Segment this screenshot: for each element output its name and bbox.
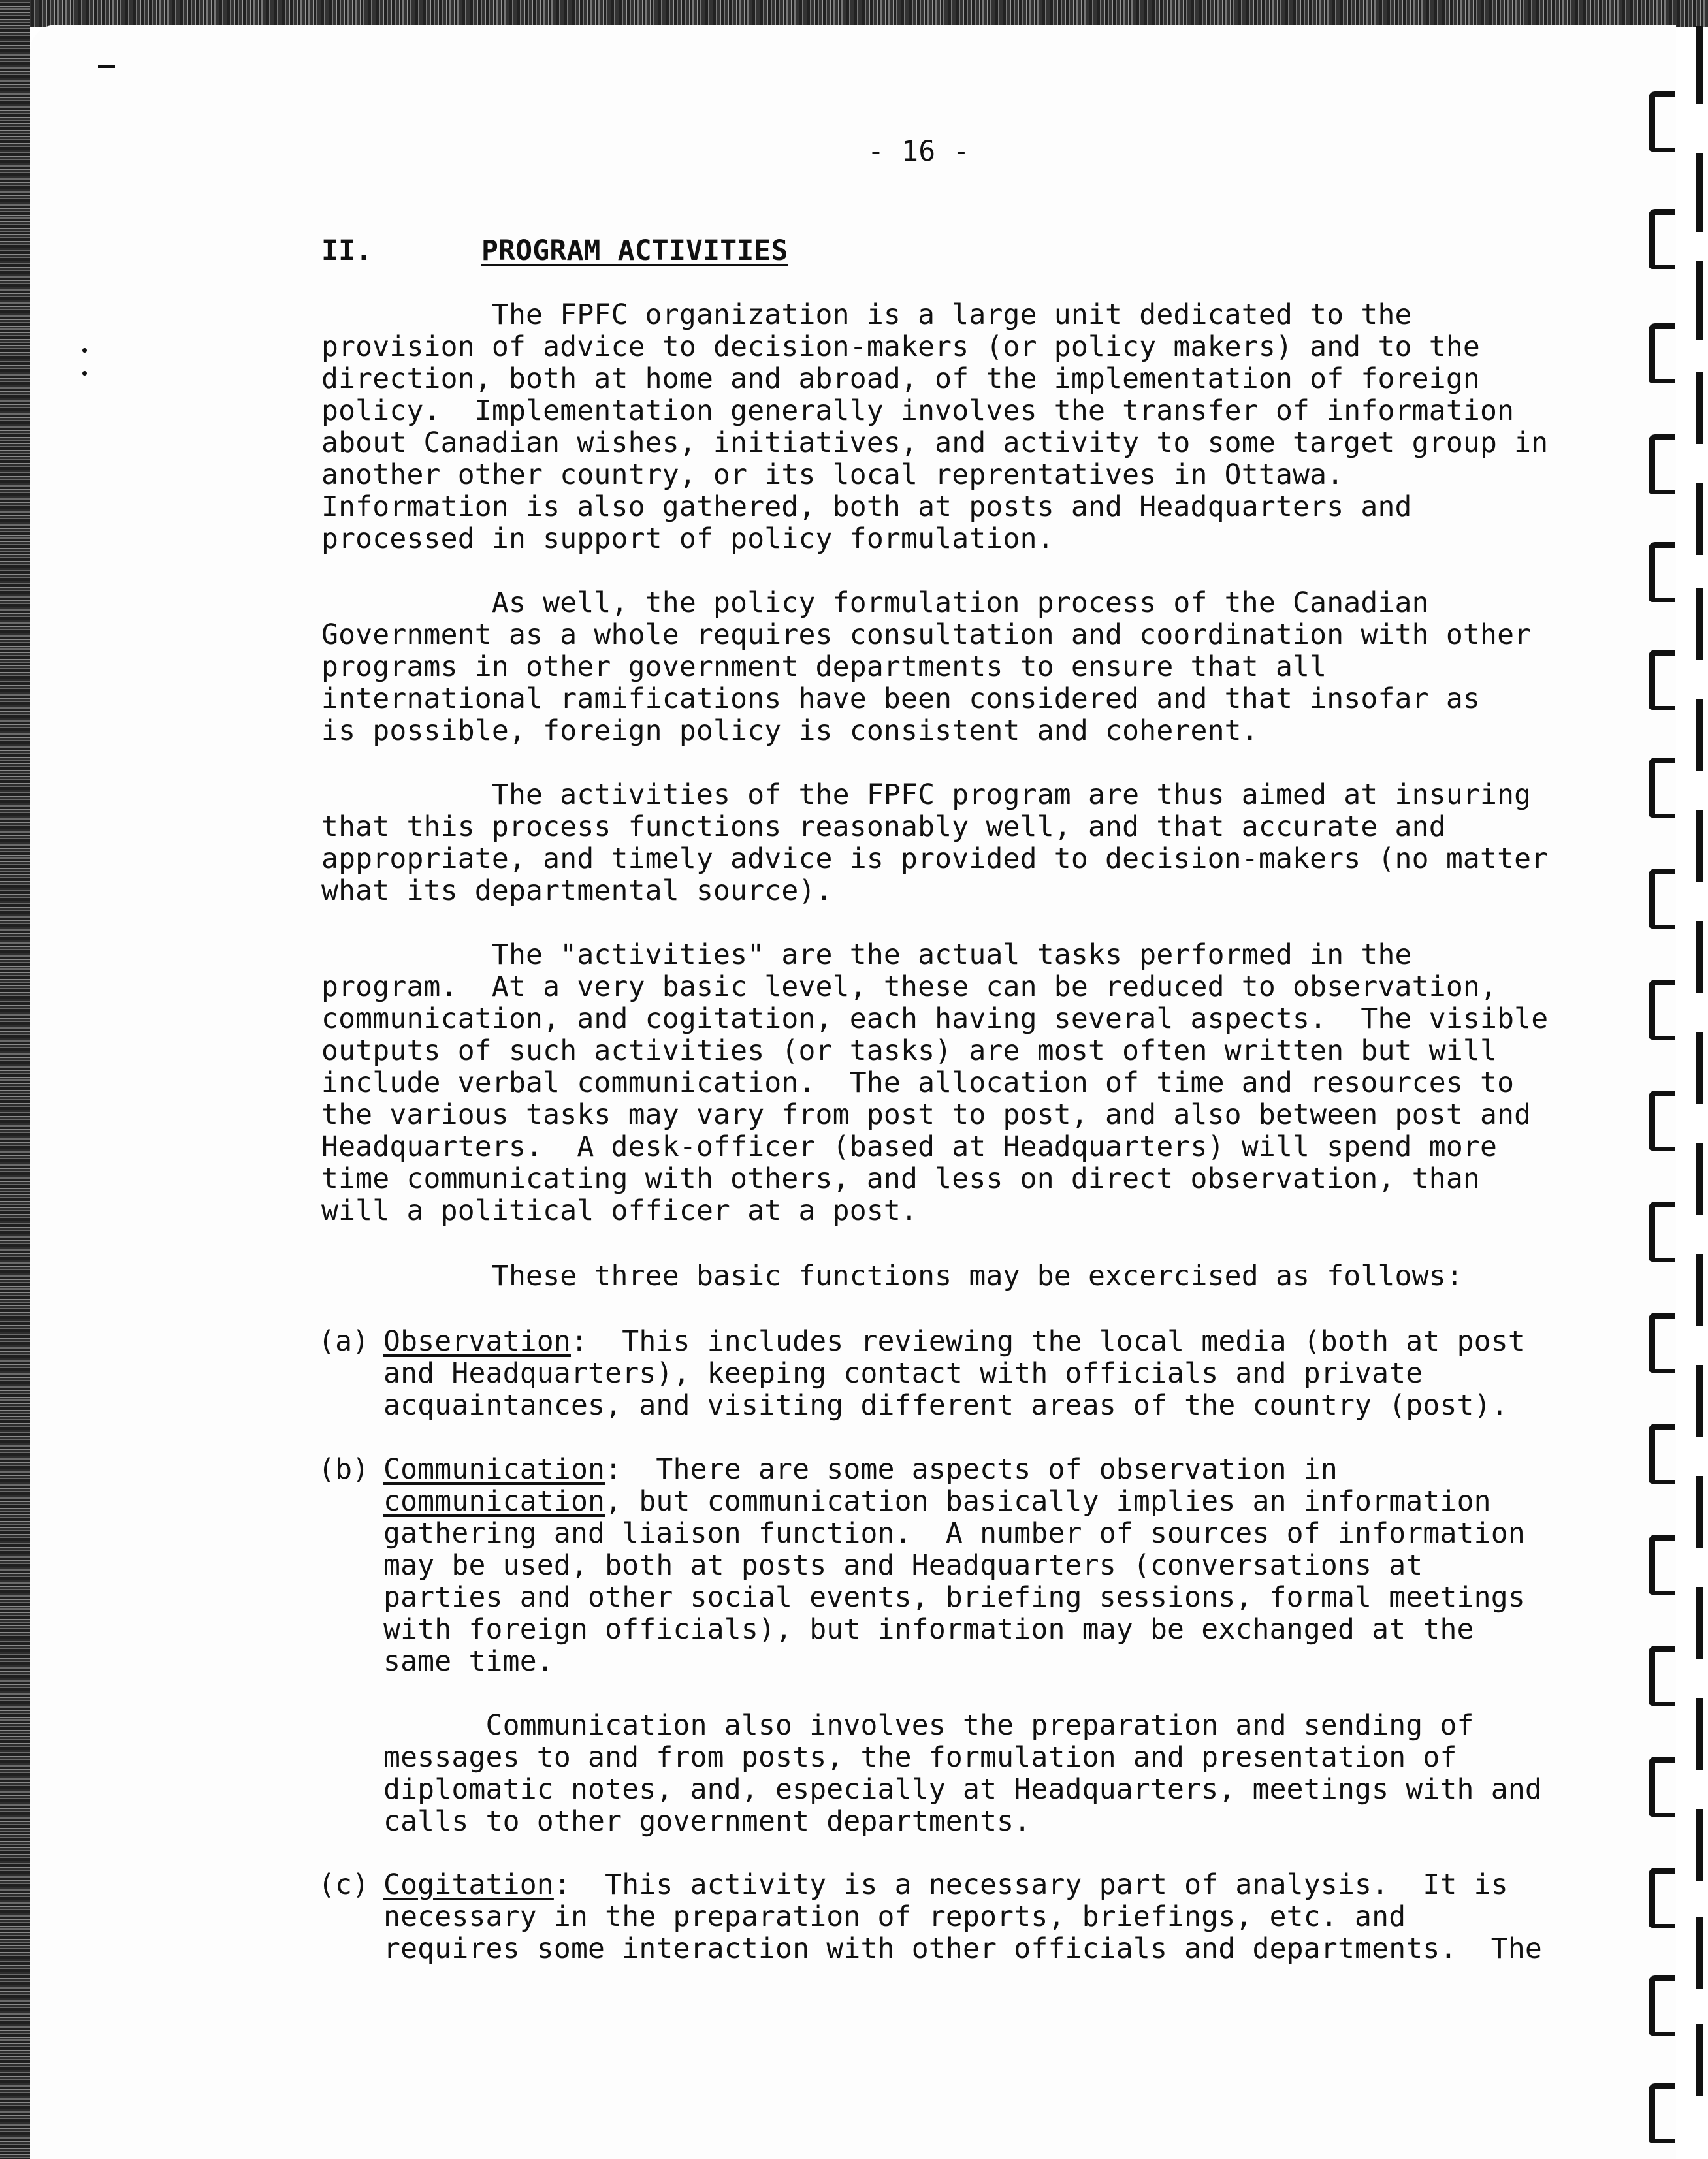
text-line: appropriate, and timely advice is provided to decision-makers (no matter (321, 842, 1549, 875)
binding-coil (1649, 542, 1675, 602)
text-line: direction, both at home and abroad, of the implementation of foreign (321, 362, 1480, 395)
binding-coil (1649, 2083, 1675, 2143)
text-line (383, 1454, 1338, 1486)
binding-coil (1649, 650, 1675, 710)
text-line: The FPFC organization is a large unit dedicated to the (321, 298, 1412, 331)
text-line: These three basic functions may be excercised as follows: (321, 1260, 1463, 1292)
binding-coil (1649, 1424, 1675, 1484)
binding-bar (1696, 588, 1703, 660)
item-term: Cogitation (383, 1868, 554, 1901)
text-line: gathering and liaison function. A number of sources of information (383, 1517, 1525, 1550)
binding-coil (1649, 980, 1675, 1040)
binding-bar (1696, 1809, 1703, 1881)
binding-bar (1696, 26, 1703, 104)
scan-border-top (0, 0, 1708, 27)
text-line (383, 1486, 1491, 1518)
item-term: Communication (383, 1453, 605, 1486)
binding-bar (1696, 1365, 1703, 1437)
binding-coil (1649, 758, 1675, 818)
binding-bar (1696, 1698, 1703, 1770)
binding-bar (1696, 1254, 1703, 1326)
binding-coil (1649, 1202, 1675, 1262)
binding-coil (1649, 1313, 1675, 1373)
text-line: is possible, foreign policy is consistent and coherent. (321, 714, 1259, 747)
text-line: Information is also gathered, both at posts and Headquarters and (321, 490, 1412, 523)
text-line: provision of advice to decision-makers (or policy makers) and to the (321, 330, 1480, 363)
binding-coil (1649, 434, 1675, 494)
margin-dash-mark (98, 65, 115, 68)
text-line: diplomatic notes, and, especially at Headquarters, meetings with and (383, 1773, 1542, 1806)
page-number: - 16 - (867, 135, 970, 168)
text-line: and Headquarters), keeping contact with officials and private (383, 1357, 1423, 1390)
binding-bar (1696, 372, 1703, 444)
scan-border-left (0, 0, 30, 2159)
text-line: include verbal communication. The allocation of time and resources to (321, 1066, 1515, 1099)
binding-coil (1649, 1535, 1675, 1595)
binding-coil (1649, 1975, 1675, 2036)
text-line: parties and other social events, briefing sessions, formal meetings (383, 1581, 1525, 1614)
item-text: : This activity is a necessary part of analysis. It is (553, 1868, 1508, 1901)
binding-bar (1696, 483, 1703, 555)
text-line: Headquarters. A desk-officer (based at Headquarters) will spend more (321, 1130, 1498, 1163)
text-line: calls to other government departments. (383, 1805, 1031, 1838)
binding-bar (1696, 2024, 1703, 2096)
spiral-binding (1639, 26, 1708, 2159)
text-line: The "activities" are the actual tasks performed in the (321, 938, 1412, 971)
margin-dot (82, 348, 87, 353)
binding-coil (1649, 869, 1675, 929)
text-line: another other country, or its local reprentatives in Ottawa. (321, 458, 1344, 491)
text-line: Communication also involves the preparation and sending of (383, 1709, 1474, 1742)
binding-bar (1696, 1032, 1703, 1104)
section-title: PROGRAM ACTIVITIES (481, 234, 788, 267)
text-line: may be used, both at posts and Headquarters (conversations at (383, 1549, 1423, 1582)
text-line: what its departmental source). (321, 874, 833, 907)
margin-dot (82, 371, 87, 376)
text-line: the various tasks may vary from post to post, and also between post and (321, 1098, 1532, 1131)
item-text: : This includes reviewing the local media (both at post (570, 1325, 1525, 1358)
binding-bar (1696, 810, 1703, 882)
binding-coil (1649, 1646, 1675, 1706)
text-line: policy. Implementation generally involves the transfer of information (321, 394, 1515, 427)
text-line: As well, the policy formulation process of the Canadian (321, 586, 1429, 619)
binding-bar (1696, 153, 1703, 232)
item-text: : There are some aspects of observation in (605, 1453, 1338, 1486)
binding-coil (1649, 1091, 1675, 1151)
list-item-label: (a) (318, 1325, 370, 1358)
text-line: necessary in the preparation of reports, briefings, etc. and (383, 1900, 1406, 1933)
binding-coil (1649, 323, 1675, 383)
text-line: about Canadian wishes, initiatives, and activity to some target group in (321, 426, 1549, 459)
item-text: , but communication basically implies an information (605, 1485, 1491, 1518)
text-line: that this process functions reasonably well, and that accurate and (321, 810, 1446, 843)
list-item-label: (b) (318, 1453, 370, 1486)
binding-bar (1696, 921, 1703, 993)
section-number: II. (321, 234, 373, 267)
text-line: outputs of such activities (or tasks) are most often written but will (321, 1034, 1498, 1067)
text-line: requires some interaction with other officials and departments. The (383, 1932, 1542, 1965)
text-line: programs in other government departments to ensure that all (321, 650, 1327, 683)
item-term: Observation (383, 1325, 571, 1358)
text-line: The activities of the FPFC program are thus aimed at insuring (321, 778, 1532, 811)
text-line: will a political officer at a post. (321, 1194, 918, 1227)
binding-bar (1696, 1587, 1703, 1659)
binding-coil (1649, 91, 1675, 152)
binding-bar (1696, 261, 1703, 340)
text-line: messages to and from posts, the formulation and presentation of (383, 1741, 1457, 1774)
binding-coil (1649, 1868, 1675, 1928)
text-line (383, 1326, 1525, 1358)
text-line: international ramifications have been considered and that insofar as (321, 682, 1480, 715)
binding-bar (1696, 1917, 1703, 1989)
text-line: processed in support of policy formulation. (321, 522, 1054, 555)
text-line: communication, and cogitation, each having several aspects. The visible (321, 1002, 1549, 1035)
text-line: Government as a whole requires consultation and coordination with other (321, 618, 1532, 651)
binding-bar (1696, 1143, 1703, 1215)
binding-coil (1649, 209, 1675, 269)
binding-bar (1696, 699, 1703, 771)
item-term-continued: communication (383, 1485, 605, 1518)
text-line: acquaintances, and visiting different areas of the country (post). (383, 1389, 1508, 1422)
text-line (383, 1869, 1508, 1901)
binding-bar (1696, 1476, 1703, 1548)
text-line: program. At a very basic level, these can be reduced to observation, (321, 970, 1498, 1003)
text-line: same time. (383, 1645, 554, 1678)
text-line: time communicating with others, and less on direct observation, than (321, 1162, 1480, 1195)
list-item-label: (c) (318, 1868, 370, 1901)
binding-coil (1649, 1757, 1675, 1817)
text-line: with foreign officials), but information may be exchanged at the (383, 1613, 1474, 1646)
